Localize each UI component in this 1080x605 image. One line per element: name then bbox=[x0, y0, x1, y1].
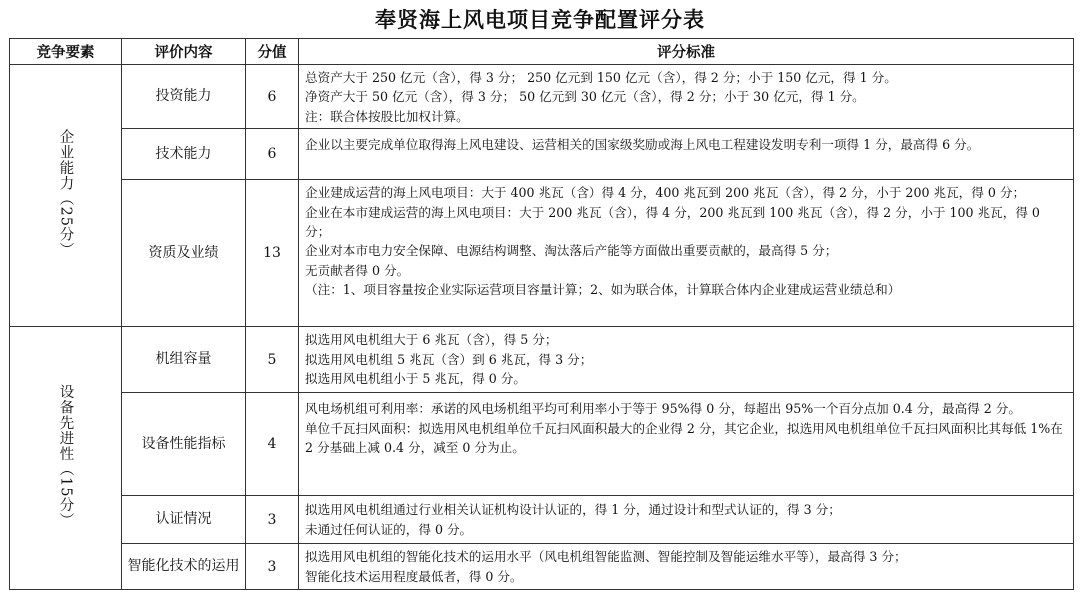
table-row bbox=[10, 544, 1074, 590]
header-competition-factor: 竞争要素 bbox=[10, 39, 122, 65]
standard-line: 拟选用风电机组通过行业相关认证机构设计认证的，得 1 分，通过设计和型式认证的，得 3 分； bbox=[305, 502, 841, 518]
standard-cell bbox=[299, 393, 1074, 496]
category-cell bbox=[10, 327, 122, 590]
item-cell: 认证情况 bbox=[122, 496, 246, 544]
item-cell: 机组容量 bbox=[122, 327, 246, 393]
standard-line: 未通过任何认证的，得 0 分。 bbox=[305, 521, 473, 537]
standard-line: 企业在本市建成运营的海上风电项目：大于 200 兆瓦（含），得 4 分，200 兆瓦到 100 兆瓦（含），得 2 分，小于 100 兆瓦，得 0 分； bbox=[305, 204, 1040, 240]
table-row bbox=[10, 496, 1074, 544]
table-row bbox=[10, 129, 1074, 180]
score-cell: 3 bbox=[246, 544, 299, 590]
standard-cell bbox=[299, 496, 1074, 544]
standard-line: 拟选用风电机组的智能化技术的运用水平（风电机组智能监测、智能控制及智能运维水平等），最高得 3 分； bbox=[305, 549, 907, 565]
standard-line: 风电场机组可利用率：承诺的风电场机组平均可利用率小于等于 95%得 0 分，每超出 95%一个百分点加 0.4 分，最高得 2 分。 bbox=[305, 401, 1021, 417]
standard-line: 拟选用风电机组小于 5 兆瓦，得 0 分。 bbox=[305, 371, 526, 387]
standard-line: 单位千瓦扫风面积：拟选用风电机组单位千瓦扫风面积最大的企业得 2 分，其它企业，拟选用风电机组单位千瓦扫风面积比其每低 1%在 2 分基础上减 0.4 分，减至 0 分为止。 bbox=[305, 420, 1063, 456]
category-label: 设备先进性（15分） bbox=[57, 383, 74, 529]
standard-line: 企业对本市电力安全保障、电源结构调整、淘汰落后产能等方面做出重要贡献的，最高得 5 分； bbox=[305, 243, 838, 259]
category-cell bbox=[10, 65, 122, 327]
standard-line: 净资产大于 50 亿元（含），得 3 分； 50 亿元到 30 亿元（含），得 2 分；小于 30 亿元，得 1 分。 bbox=[305, 89, 865, 105]
standard-cell bbox=[299, 129, 1074, 180]
standard-cell bbox=[299, 327, 1074, 393]
score-cell: 6 bbox=[246, 129, 299, 180]
standard-line: 拟选用风电机组大于 6 兆瓦（含），得 5 分； bbox=[305, 332, 558, 348]
header-scoring-standard: 评分标准 bbox=[299, 39, 1074, 65]
item-cell: 智能化技术的运用 bbox=[122, 544, 246, 590]
header-evaluation-content: 评价内容 bbox=[122, 39, 246, 65]
item-cell: 资质及业绩 bbox=[122, 180, 246, 327]
standard-line: 企业以主要完成单位取得海上风电建设、运营相关的国家级奖励或海上风电工程建设发明专利一项得 1 分，最高得 6 分。 bbox=[305, 137, 980, 153]
header-score: 分值 bbox=[246, 39, 299, 65]
standard-line: 总资产大于 250 亿元（含），得 3 分； 250 亿元到 150 亿元（含），得 2 分；小于 150 亿元，得 1 分。 bbox=[305, 70, 897, 85]
standard-cell bbox=[299, 180, 1074, 327]
standard-line: 注：联合体按股比加权计算。 bbox=[305, 108, 469, 124]
score-cell: 13 bbox=[246, 180, 299, 327]
standard-line: 拟选用风电机组 5 兆瓦（含）到 6 兆瓦，得 3 分； bbox=[305, 351, 593, 367]
standard-line: （注：1、项目容量按企业实际运营项目容量计算；2、如为联合体，计算联合体内企业建成运营业绩总和） bbox=[305, 282, 901, 298]
item-cell: 技术能力 bbox=[122, 129, 246, 180]
score-cell: 3 bbox=[246, 496, 299, 544]
standard-cell bbox=[299, 544, 1074, 590]
page-title: 奉贤海上风电项目竞争配置评分表 bbox=[375, 8, 705, 32]
standard-line: 企业建成运营的海上风电项目：大于 400 兆瓦（含）得 4 分，400 兆瓦到 200 兆瓦（含），得 2 分，小于 200 兆瓦，得 0 分； bbox=[305, 185, 1026, 201]
table-row bbox=[10, 327, 1074, 393]
standard-line: 无贡献者得 0 分。 bbox=[305, 262, 410, 278]
item-cell: 投资能力 bbox=[122, 65, 246, 129]
category-label: 企业能力（25分） bbox=[57, 129, 74, 259]
standard-cell bbox=[299, 65, 1074, 129]
table-row bbox=[10, 393, 1074, 496]
scoring-table bbox=[9, 38, 1074, 590]
score-cell: 6 bbox=[246, 65, 299, 129]
table-row bbox=[10, 65, 1074, 129]
score-cell: 4 bbox=[246, 393, 299, 496]
table-header-row bbox=[10, 39, 1074, 65]
standard-line: 智能化技术运用程度最低者，得 0 分。 bbox=[305, 568, 523, 584]
item-cell: 设备性能指标 bbox=[122, 393, 246, 496]
table-row bbox=[10, 180, 1074, 327]
score-cell: 5 bbox=[246, 327, 299, 393]
